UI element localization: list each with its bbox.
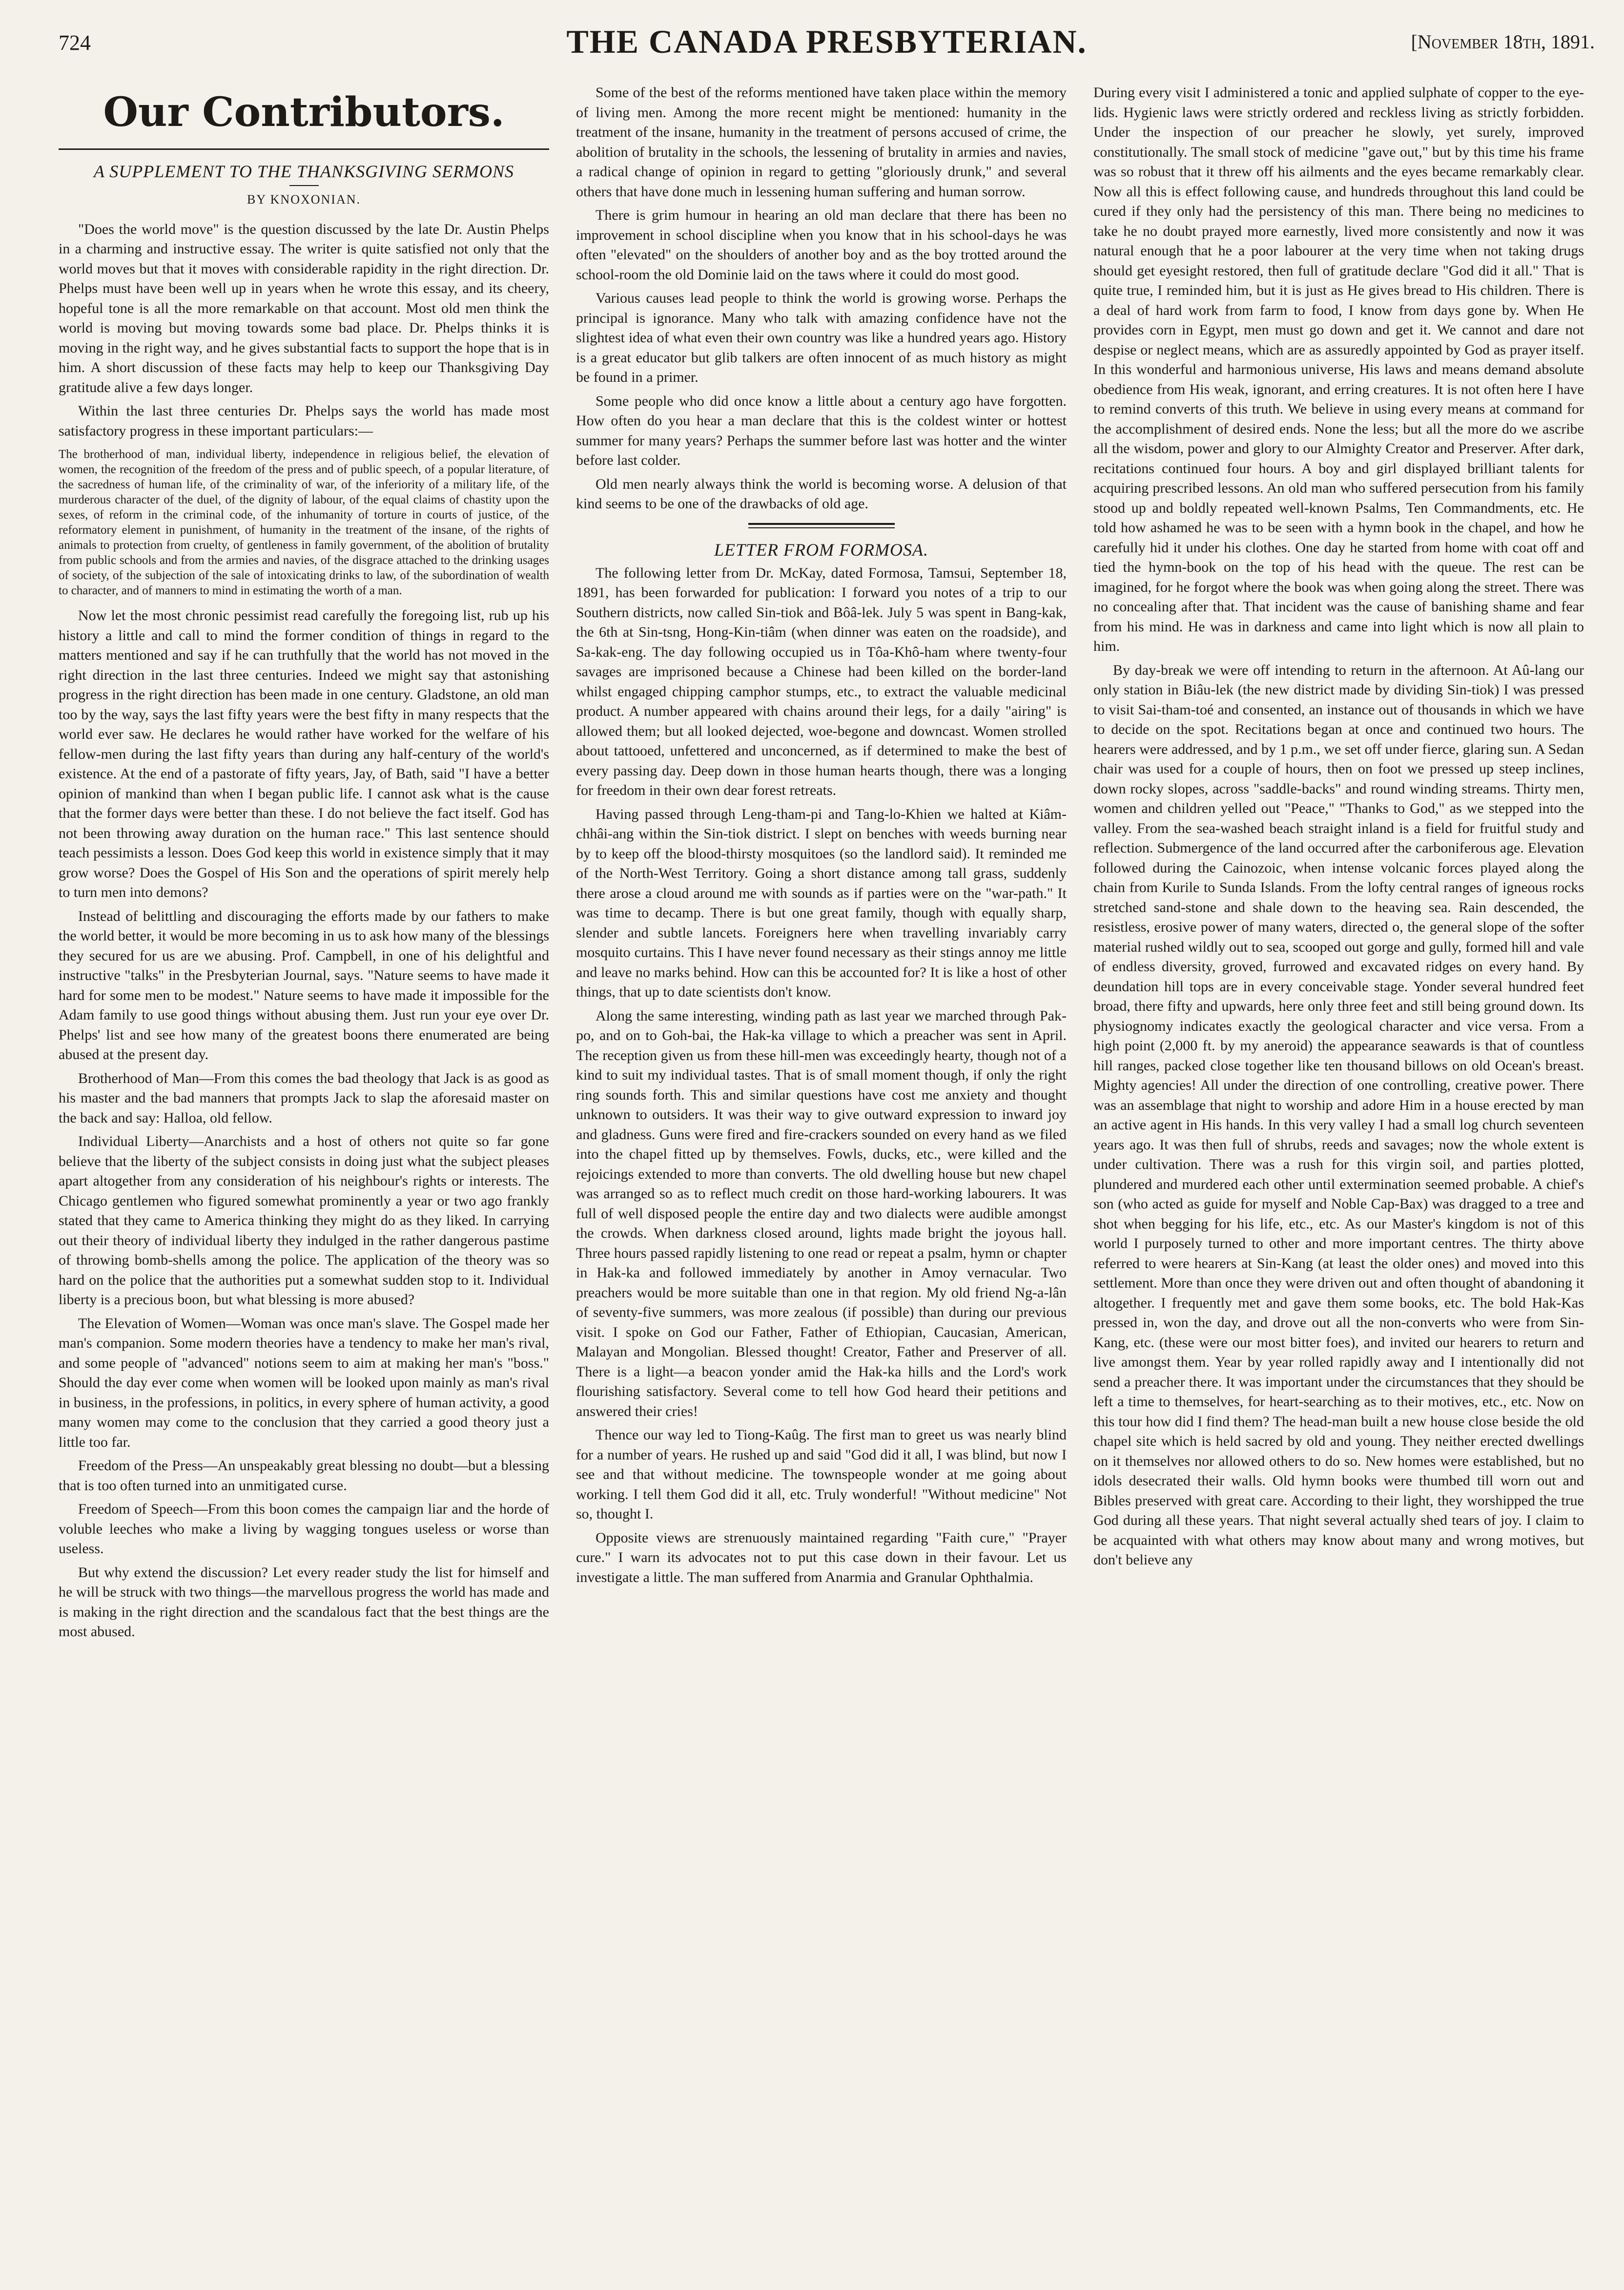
paragraph: During every visit I administered a tonic and applied sulphate of copper to the eye-lids. Hygienic laws were strictly ordered and reckless living as strictly forbidden. Under the inspection of our preacher he slowly, yet surely, improved constitutionally. The small stock of medicine "gave out," but by this time his frame was so robust that it threw off his ailments and the eyes became remarkably clear. Now all this is effect following cause, and hundreds throughout this land could be cured if they only had the persistency of this man. There being no medicines to take he no doubt prayed more earnestly, lived more consistently and now it was natural enough that he a poor labourer at the very time when not taking drugs should get eyesight restored, then full of gratitude declare "God did it all." That is quite true, I reminded him, but it is just as He gives bread to His children. There is a deal of hard work from farm to food, I know from days gone by. When He provides corn in Egypt, men must go down and get it. We cannot and dare not despise or neglect means, which are as assuredly appointed by God as prayer itself. In this wonderful and harmonious universe, His laws and means demand absolute obedience from His weak, ignorant, and erring creatures. It is not often here I have to remind converts of this truth. We believe in using every means at command for the accomplishment of desired ends. None the less; but all the more do we ascribe all the wisdom, power and glory to our Almighty Creator and Preserver. After dark, recitations continued four hours. A boy and girl displayed brilliant talents for acquiring prescribed lessons. An old man who suffered persecution from his family stood up and boldly repeated well-known Psalms, Ten Commandments, etc. He told how ashamed he was to be seen with a hymn book in the chapel, and how he carefully hid it under his clothes. One day he started from home with coat off and tied the hymn-book on the top of his head with the queue. The rest can be imagined, for he forgot where the book was when going along the street. There was no concealing after that. That incident was the cause of banishing shame and fear from his mind. He was in darkness and came into light which is now all plain to him. (1093, 84, 1584, 654)
paragraph: Having passed through Leng-tham-pi and Tang-lo-Khien we halted at Kiâm-chhâi-ang within the Sin-tiok district. I slept on benches with weeds burning near by to keep off the blood-thirsty mosquitoes (so the landlord said). It reminded me of the North-West Territory. Going a short distance among tall grass, suddenly there arose a cloud around me with sounds as if parties were on the "war-path." It was time to decamp. There is but one great family, though with equally sharp, slender and subtle lancets. Foreigners here when travelling invariably carry mosquito curtains. This I have never found necessary as their stings annoy me little and leave no marks behind. How can this be accounted for? It is like a host of other things, that up to date scientists don't know. (576, 806, 1067, 1000)
article-divider (748, 523, 895, 528)
page-number: 724 (59, 31, 91, 55)
paragraph: Thence our way led to Tiong-Kaûg. The first man to greet us was nearly blind for a number of years. He rushed up and said "God did it all, I was blind, but now I see and that without medicine. The townspeople wonder at me going about working. I tell them God did it all, etc. Truly wonderful! "Without medicine" Not so, thought I. (576, 1427, 1067, 1522)
section-rule (59, 148, 549, 150)
paragraph: Some of the best of the reforms mentioned have taken place within the memory of living men. Among the more recent might be mentioned: humanity in the treatment of the insane, humanity in the treatment of persons accused of crime, the abolition of brutality in the schools, the lessening of brutality in armies and navies, a radical change of opinion in regard to getting "gloriously drunk," and several others that have done much in lessening human suffering and human sorrow. (576, 84, 1067, 200)
paragraph: Now let the most chronic pessimist read carefully the foregoing list, rub up his history a little and call to mind the former condition of things in regard to the matters mentioned and say if he can truthfully that the world has not moved in the right direction in the last three centuries. Indeed we might say that astonishing progress in the right direction has been made in one century. Gladstone, an old man too by the way, says the last fifty years were the best fifty in many respects that the world ever saw. He declares he would rather have worked for the welfare of his fellow-men during the last fifty years than during any half-century of the world's existence. At the end of a pastorate of fifty years, Jay, of Bath, said "I have a better opinion of mankind than when I began public life. I cannot ask what is the cause that the former days were better than these. I do not believe the fact itself. God has not been throwing away duration on the human race." This last sentence should teach pessimists a lesson. Does God keep this world in existence simply that it may grow worse? Does the Gospel of His Son and the operations of spirit merely help to turn men into demons? (59, 607, 549, 900)
paragraph: Old men nearly always think the world is becoming worse. A delusion of that kind seems to be one of the drawbacks of old age. (576, 476, 1067, 512)
paragraph: Opposite views are strenuously maintained regarding "Faith cure," "Prayer cure." I warn its advocates not to put this case down in their favour. Let us investigate a little. The man suffered from Anarmia and Granular Ophthalmia. (576, 1529, 1067, 1585)
paragraph: Freedom of the Press—An unspeakably great blessing no doubt—but a blessing that is too often turned into an unmitigated curse. (59, 1457, 549, 1494)
paragraph: By day-break we were off intending to return in the afternoon. At Aû-lang our only station in Biâu-lek (the new district made by dividing Sin-tiok) I was pressed to visit Sai-tham-toé and consented, an instance out of thousands in which we have to decide on the spot. Recitations began at once and continued two hours. The hearers were addressed, and by 1 p.m., we set off under fierce, glaring sun. A Sedan chair was used for a couple of hours, then on foot we pressed up steep inclines, down rocky slopes, across "saddle-backs" and round winding streams. Thirty men, women and children yelled out "Peace," "Thanks to God," as we stepped into the valley. From the sea-washed beach straight inland is a field for fruitful study and reflection. Submergence of the land occurred after the carboniferous age. Elevation followed during the Cainozoic, when intense volcanic forces played along the chain from Kurile to Sunda Islands. From the lofty central ranges of igneous rocks stretched sand-stone and shale down to the heaving sea. Rain descended, the resistless, erosive power of many waters, directed o, the general slope of the softer material rushed wildly out to sea, scooped out gorge and gully, formed hill and vale of endless diversity, groved, furrowed and excavated ridges on every hand. By deundation hill tops are in every conceivable stage. Yonder several hundred feet broad, there fifty and upwards, here only three feet and still being ground down. Its physiognomy indicates exactly the geological character and vice versa. From a high point (2,000 ft. by my aneroid) the appearance seawards is that of countless hill ranges, packed close together like ten thousand billows on old Ocean's breast. Mighty agencies! All under the direction of one controlling, creative power. There was an assemblage that night to worship and adore Him in a house erected by man an active agent in His hands. In this very valley I had a small log church seventeen years ago. It was then full of shrubs, reeds and savages; now the whole extent is under cultivation. There was a rush for this virgin soil, and parties plotted, plundered and murdered each other until extermination seemed probable. A chief's son (who acted as guide for myself and Noble Cap-Bax) was dragged to a tree and shot when begging for his life, etc., etc. As our Master's kingdom is not of this world I purposely turned to other and more important centres. The thirty above referred to were hearers at Sin-Kang (at least the older ones) and moved into this settlement. More than once they were driven out and often thought of abandoning it altogether. I frequently met and gave them some books, etc. The bold Hak-Kas pressed in, won the day, and drove out all the non-converts who were from Sin-Kang, etc. (these were our most bitter foes), and invited our hearers to return and live amongst them. Year by year rolled rapidly away and I intentionally did not send a preacher there. It was important under the circumstances that they should be left a time to themselves, for heart-searching as to their motives, etc., etc. Now on this tour how did I find them? The head-man built a new house close beside the old chapel site which is held sacred by old and young. They neither erected dwellings on it themselves nor allowed others to do so. New homes were established, but no idols desecrated their walls. Old hymn books were thumbed till worn out and Bibles preserved with great care. According to their light, they worshipped the true God during all these years. That night several actually shed tears of joy. I claim to be acquainted with what others may know about many and wrong motives, but don't believe any (1093, 662, 1584, 1568)
section-title: Our Contributors. (103, 89, 505, 136)
column-2 (576, 83, 1067, 2261)
paragraph: Various causes lead people to think the world is growing worse. Perhaps the principal is ignorance. Many who talk with amazing confidence have not the slightest idea of what even their own country was like a hundred years ago. History is a great educator but glib talkers are often innocent of as much history as might be found in a primer. (576, 290, 1067, 385)
paragraph: Along the same interesting, winding path as last year we marched through Pak-po, and on to Goh-bai, the Hak-ka village to which a preacher was sent in April. The reception given us from these hill-men was exceedingly hearty, though not of a kind to suit my individual tastes. That is of small moment though, if only the right ring sounds forth. This and similar questions have cost me anxiety and thought unknown to outsiders. It was their way to give outward expression to inward joy and gladness. Guns were fired and fire-crackers sounded on every hand as we filed into the chapel fitted up by themselves. Fowls, ducks, etc., were killed and the rejoicings extended to more than converts. The old dwelling house but new chapel was arranged so as to reflect much credit on those hard-working labourers. It was full of well disposed people the entire day and two dialects were audible amongst the crowds. When darkness closed around, lights made bright the joyous hall. Three hours passed rapidly listening to one read or repeat a psalm, hymn or chapter in Hak-ka and followed immediately by another in Amoy vernacular. Two preachers would be more suitable than one in that region. My old friend Ng-a-lân of seventy-five summers, was more zealous (if possible) than during our previous visit. I spoke on God our Father, Father of Ethiopian, Caucasian, American, Malayan and Mongolian. Blessed thought! Creator, Father and Preserver of all. There is a light—a beacon yonder amid the Hak-ka hills and the Lord's work flourishing satisfactory. Several come to tell how God heard their petitions and answered their cries! (576, 1007, 1067, 1419)
article-title-thanksgiving: A SUPPLEMENT TO THE THANKSGIVING SERMONS (93, 162, 514, 181)
paragraph: "Does the world move" is the question discussed by the late Dr. Austin Phelps in a charming and instructive essay. The writer is quite satisfied not only that the world moves but that it moves with considerable rapidity in the right direction. Dr. Phelps must have been well up in years when he wrote this essay, and its cheery, hopeful tone is all the more remarkable on that account. Most old men think the world is moving but moving towards some bad place. Dr. Phelps thinks it is moving in the right way, and he gives substantial facts to support the hope that is in him. A short discussion of these facts may help to keep our Thanksgiving Day gratitude alive a few days longer. (59, 221, 549, 396)
paragraph: Individual Liberty—Anarchists and a host of others not quite so far gone believe that the liberty of the subject consists in doing just what the subject pleases apart altogether from any consideration of his neighbour's rights or interests. The Chicago gentlemen who figured somewhat prominently a year or two ago frankly stated that they came to America thinking they might do as they liked. In carrying out their theory of individual liberty they indulged in the rather dangerous pastime of throwing bomb-shells among the police. The application of the theory was so hard on the police that the authorities put a somewhat sudden stop to it. Individual liberty is a precious boon, but what blessing is more abused? (59, 1133, 549, 1308)
journal-title: THE CANADA PRESBYTERIAN. (566, 23, 1087, 60)
paragraph: The Elevation of Women—Woman was once man's slave. The Gospel made her man's companion. Some modern theories have a tendency to make her man's rival, and some people of "advanced" notions seem to aim at making her man's "boss." Should the day ever come when women will be looked upon mainly as man's rival in business, in the professions, in politics, in every sphere of human activity, a good many women may come to the conclusion that they carried a good theory just a little too far. (59, 1315, 549, 1450)
byline: BY KNOXONIAN. (247, 192, 361, 207)
title-divider (289, 185, 319, 186)
column-3 (1093, 83, 1584, 2261)
block-quote-text: The brotherhood of man, individual liberty, independence in religious belief, the elevation of women, the recognition of the freedom of the press and of public speech, of a popular literature, of the sacredness of human life, of the criminality of war, of the inferiority of a military life, of the murderous character of the duel, of the dignity of labour, of the equal claims of chastity upon the sexes, of reform in the criminal code, of the inhumanity of torture in courts of justice, of the reformatory element in punishment, of humanity in the treatment of the insane, of the rights of animals to protection from cruelty, of gentleness in family government, of the abolition of brutality from public schools and from the armies and navies, of the disgrace attached to the drinking usages of society, of the subjection of the sale of intoxicating drinks to law, of the subordination of wealth to character, and of manners to mind in estimating the worth of a man. (59, 448, 549, 597)
issue-date: [November 18th, 1891. (1411, 31, 1595, 53)
block-quote (59, 447, 549, 598)
page-header (59, 11, 1595, 64)
article-title-formosa: LETTER FROM FORMOSA. (714, 540, 928, 560)
paragraph: The following letter from Dr. McKay, dated Formosa, Tamsui, September 18, 1891, has been forwarded for publication: I forward you notes of a trip to our Southern districts, now called Sin-tiok and Bôâ-lek. July 5 was spent in Bang-kak, the 6th at Sin-tsng, Hong-Kin-tiâm (when dinner was eaten on the roadside), and Sa-kak-eng. The day following occupied us in Tôa-Khô-ham where twenty-four savages are imprisoned because a Chinese had been killed on the border-land whilst engaged chipping camphor stumps, etc., to extract the valuable medicinal product. A number appeared with chains around their legs, for a daily "airing" is allowed them; but all looked dejected, woe-begone and downcast. Women strolled about tattooed, unfettered and unconcerned, as if determined to make the best of every passing day. Deep down in those human hearts though, there was a longing for freedom in their own dear forest retreats. (576, 564, 1067, 798)
paragraph: Some people who did once know a little about a century ago have forgotten. How often do you hear a man declare that this is the coldest winter or hottest summer for many years? Perhaps the summer before last was hotter and the winter before last colder. (576, 393, 1067, 468)
paragraph: Within the last three centuries Dr. Phelps says the world has made most satisfactory progress in these important particulars:— (59, 403, 549, 439)
paragraph: Brotherhood of Man—From this comes the bad theology that Jack is as good as his master and the bad manners that prompts Jack to slap the aforesaid master on the back and say: Halloa, old fellow. (59, 1070, 549, 1126)
column-1 (59, 83, 549, 2261)
paragraph: Freedom of Speech—From this boon comes the campaign liar and the horde of voluble leeches who make a living by wagging tongues useless or worse than useless. (59, 1501, 549, 1557)
paragraph: Instead of belittling and discouraging the efforts made by our fathers to make the world better, it would be more becoming in us to ask how many of the blessings they secured for us are we abusing. Prof. Campbell, in one of his delightful and instructive "talks" in the Presbyterian Journal, says. "Nature seems to have made it hard for some men to be modest." Nature seems to have made it impossible for the Adam family to use good things without abusing them. Just run your eye over Dr. Phelps' list and see how many of the greatest boons there enumerated are being abused at the present day. (59, 908, 549, 1062)
paragraph: But why extend the discussion? Let every reader study the list for himself and he will be struck with two things—the marvellous progress the world has made and is making in the right direction and the scandalous fact that the best things are the most abused. (59, 1564, 549, 1640)
paragraph: There is grim humour in hearing an old man declare that there has been no improvement in school discipline when you know that in his school-days he was often "elevated" on the shoulders of another boy and as the boy trotted around the school-room the old Dominie laid on the taws where it could do most good. (576, 207, 1067, 283)
